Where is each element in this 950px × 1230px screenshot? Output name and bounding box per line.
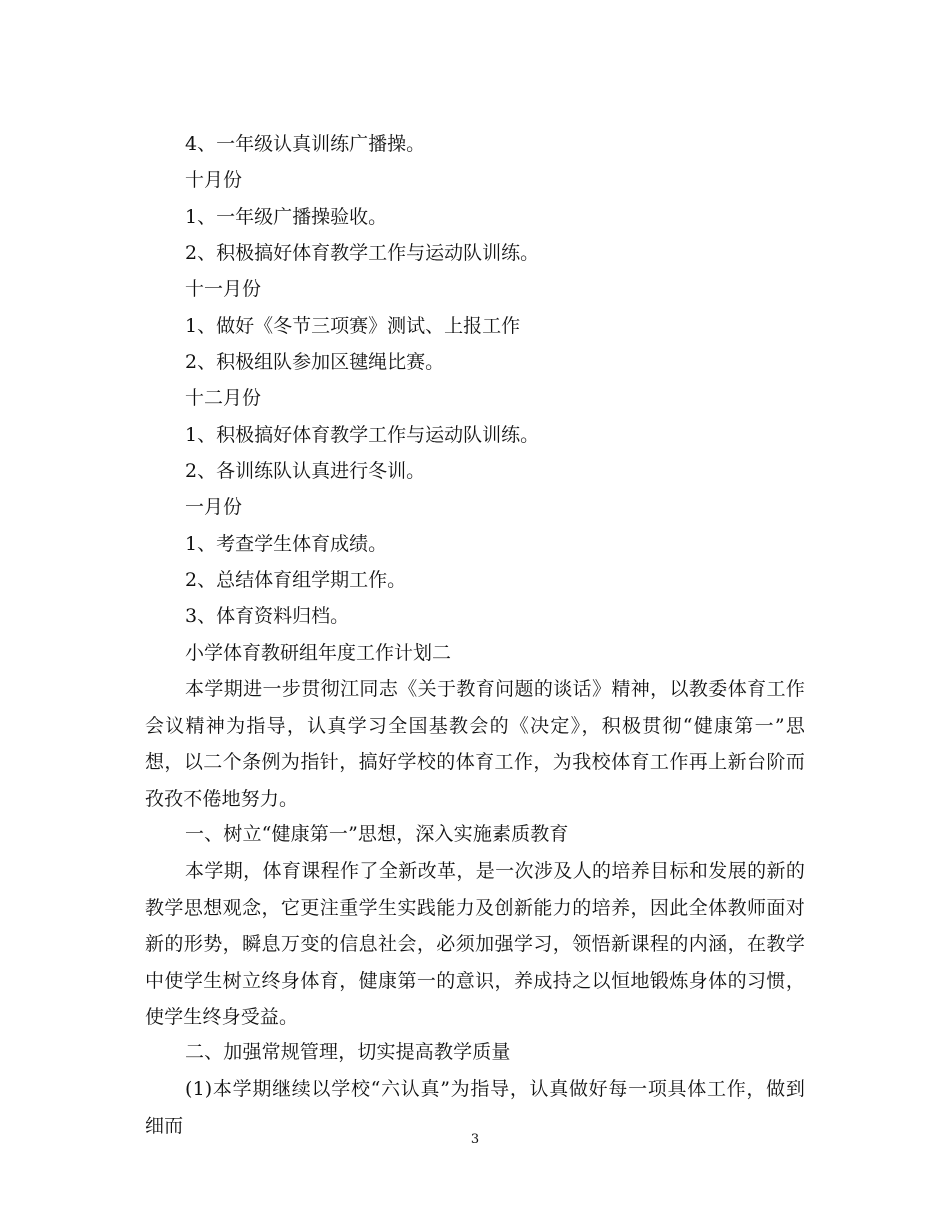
section-title: 小学体育教研组年度工作计划二	[185, 642, 452, 664]
plan-item: 4、一年级认真训练广播操。	[185, 133, 426, 155]
month-heading: 十一月份	[185, 278, 262, 300]
body-paragraph: (1)本学期继续以学校“六认真”为指导，认真做好每一项具体工作，做到细而	[145, 1078, 805, 1137]
plan-item: 2、总结体育组学期工作。	[185, 569, 407, 591]
plan-item: 3、体育资料归档。	[185, 605, 350, 627]
plan-item: 1、做好《冬节三项赛》测试、上报工作	[185, 315, 521, 337]
plan-item: 1、考查学生体育成绩。	[185, 533, 388, 555]
plan-item: 2、积极搞好体育教学工作与运动队训练。	[185, 242, 540, 264]
plan-item: 1、积极搞好体育教学工作与运动队训练。	[185, 424, 540, 446]
section-heading: 二、加强常规管理，切实提高教学质量	[185, 1041, 511, 1063]
plan-item: 1、一年级广播操验收。	[185, 206, 388, 228]
plan-item: 2、积极组队参加区毽绳比赛。	[185, 351, 445, 373]
month-heading: 一月份	[185, 496, 243, 518]
month-heading: 十月份	[185, 169, 243, 191]
section-heading: 一、树立“健康第一”思想，深入实施素质教育	[185, 823, 569, 845]
body-paragraph: 本学期，体育课程作了全新改革，是一次涉及人的培养目标和发展的新的教学思想观念，它更注重学生实践能力及创新能力的培养，因此全体教师面对新的形势，瞬息万变的信息社会，必须加强学习，领悟新课程的内涵，在教学中使学生树立终身体育，健康第一的意识，养成持之以恒地锻炼身体的习惯，使学生终身受益。	[145, 860, 805, 1028]
intro-paragraph: 本学期进一步贯彻江同志《关于教育问题的谈话》精神，以教委体育工作会议精神为指导，认真学习全国基教会的《决定》，积极贯彻“健康第一”思想，以二个条例为指针，搞好学校的体育工作，为我校体育工作再上新台阶而孜孜不倦地努力。	[145, 678, 805, 810]
plan-item: 2、各训练队认真进行冬训。	[185, 460, 426, 482]
month-heading: 十二月份	[185, 387, 262, 409]
page-number: 3	[470, 1132, 480, 1147]
